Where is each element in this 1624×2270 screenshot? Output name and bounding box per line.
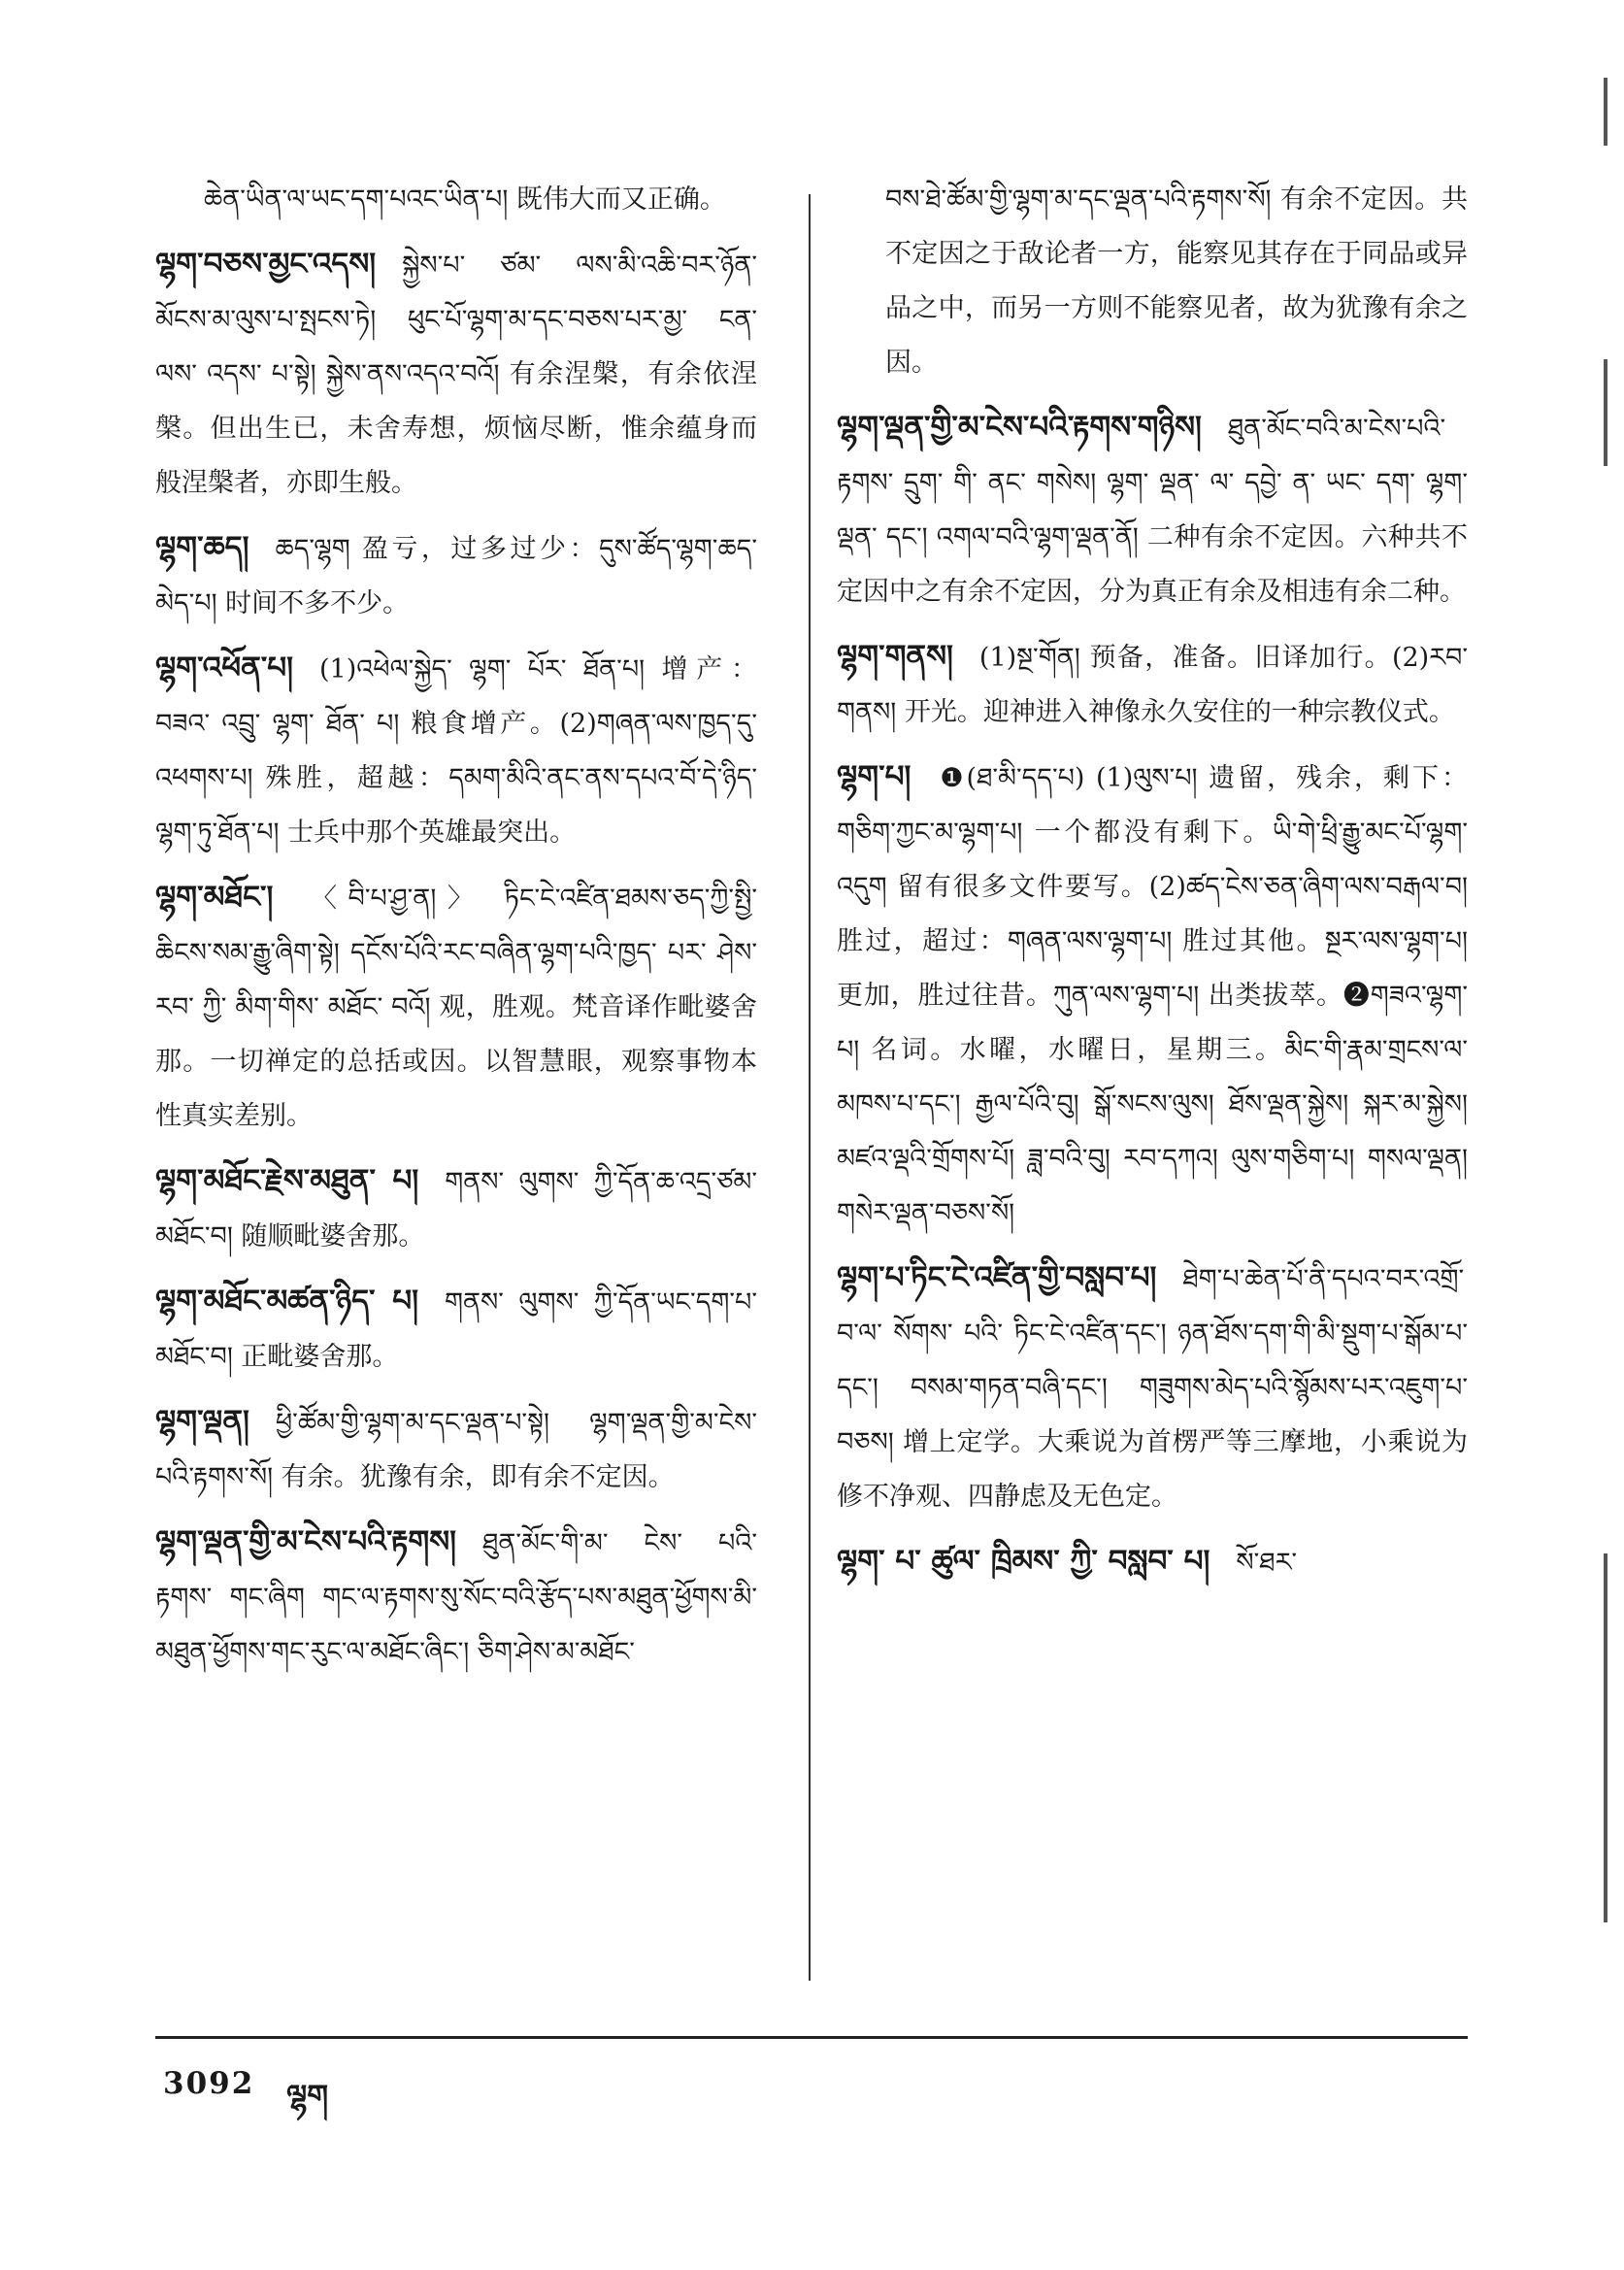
dictionary-entry xyxy=(155,870,757,1144)
entry-definition: ཆད་ལྷག 盈亏，过多过少：དུས་ཚོད་ལྷག་ཆད་མེད་པ། 时间不多不少。 xyxy=(155,534,757,618)
left-column xyxy=(155,173,757,1689)
entry-definition: སྐྱེས་པ་ ཙམ་ ལས་མི་འཆི་བར་ཉོན་མོངས་མ་ལུས་པ་སྤངས་ཏེ། ཕུང་པོ་ལྷག་མ་དང་བཅས་པར་མྱ་ ངན་ ལས་ འདས་ པ་སྟེ། སྐྱེས་ནས་འདའ་བའོ། 有余涅槃，有余依涅槃。但出生已，未舍寿想，烦恼尽断，惟余蕴身而般涅槃者，亦即生般。 xyxy=(155,250,757,498)
entry-headword: ལྷག་ལྡན། xyxy=(155,1404,249,1439)
dictionary-entry xyxy=(155,1153,757,1264)
dictionary-entry xyxy=(155,1394,757,1505)
entry-headword: ལྷག་མཐོང་མཚན་ཉིད་ པ། xyxy=(155,1284,419,1319)
entry-definition: ཕྱི་ཚོམ་གྱི་ལྷག་མ་དང་ལྡན་པ་སྟེ། ལྷག་ལྡན་གྱི་མ་ངེས་པའི་རྟགས་སོ། 有余。犹豫有余，即有余不定因。 xyxy=(155,1408,757,1492)
page-number: 3092 xyxy=(163,2066,255,2101)
entry-headword: ལྷག་མཐོང་། xyxy=(155,880,274,915)
entry-definition: བས་ཐེ་ཚོམ་གྱི་ལྷག་མ་དང་ལྡན་པའི་རྟགས་སོ། 有余不定因。共不定因之于敌论者一方，能察见其存在于同品或异品之中，而另一方则不能察见者，故为犹豫有余之因。 xyxy=(885,184,1468,378)
entry-headword: ལྷག་བཅས་མྱང་འདས། xyxy=(155,247,377,282)
entry-headword: ལྷག་ལྡན་གྱི་མ་ངེས་པའི་རྟགས། xyxy=(155,1524,457,1559)
dictionary-entry xyxy=(837,750,1468,1241)
dictionary-entry xyxy=(837,173,1468,390)
dictionary-entry xyxy=(155,237,757,511)
footer-rule xyxy=(155,2036,1468,2039)
entry-definition: ཐུན་མོང་གི་མ་ ངེས་ པའི་ རྟགས་ གང་ཞིག གང་ལ་རྟགས་སུ་སོང་བའི་རྩོད་པས་མཐུན་ཕྱོགས་མི་མཐུན་ཕྱོགས་གང་རུང་ལ་མཐོང་ཞིང་། ཅིག་ཤེས་མ་མཐོང་ xyxy=(155,1528,757,1667)
entry-headword: ལྷག་ལྡན་གྱི་མ་ངེས་པའི་རྟགས་གཉིས། xyxy=(837,410,1202,445)
running-head: ལྷག xyxy=(286,2079,329,2114)
entry-definition: སོ་ཐར་ xyxy=(1236,1548,1298,1578)
entry-definition: ❶(ཐ་མི་དད་པ) (1)ལུས་པ། 遗留，残余，剩下：གཅིག་ཀྱང་མ་ལྷག་པ། 一个都没有剩下。ཡི་གེ་ཕྲི་རྒྱུ་མང་པོ་ལྷག་འདུག 留有很多文件要写。(2)ཚད་ངེས་ཅན་ཞིག་ལས་བརྒལ་བ། 胜过，超过：གཞན་ལས་ལྷག་པ། 胜过其他。སྔར་ལས་ལྷག་པ། 更加，胜过往昔。ཀུན་ལས་ལྷག་པ། 出类拔萃。❷གཟའ་ལྷག་པ། 名词。水曜，水曜日，星期三。མིང་གི་རྣམ་གྲངས་ལ་མཁས་པ་དང་། རྒྱལ་པོའི་བུ། སྒོ་སངས་ལུས། ཐོས་ལྡན་སྐྱེས། སྐར་མ་སྐྱེས། མཛའ་ལྡའི་གྲོགས་པོ། ཟླ་བའི་བུ། རབ་དཀའ། ལུས་གཅིག་པ། གསལ་ལྡན། གསེར་ལྡན་བཅས་སོ། xyxy=(837,763,1468,1228)
dictionary-entry xyxy=(155,520,757,631)
dictionary-entry xyxy=(837,400,1468,619)
column-divider xyxy=(809,194,811,1981)
entry-definition: ཆེན་ཡིན་ལ་ཡང་དག་པའང་ཡིན་པ། 既伟大而又正确。 xyxy=(204,184,726,215)
entry-definition: (1)སྔ་གོན། 预备，准备。旧译加行。(2)རབ་གནས། 开光。迎神进入神像永久安住的一种宗教仪式。 xyxy=(837,643,1468,727)
entry-headword: ལྷག་མཐོང་རྗེས་མཐུན་ པ། xyxy=(155,1163,419,1198)
entry-headword: ལྷག་ཆད། xyxy=(155,530,249,565)
dictionary-entry xyxy=(837,1534,1468,1590)
dictionary-entry xyxy=(155,641,757,860)
right-column xyxy=(837,173,1468,1600)
entry-definition: ཐུན་མོང་བའི་མ་ངེས་པའི་རྟགས་ དྲུག་ གི་ ནང་ གསེས། ལྷག་ ལྡན་ ལ་ དབྱེ་ ན་ ཡང་ དག་ ལྷག་ ལྡན་ དང་། འགལ་བའི་ལྷག་ལྡན་ནོ། 二种有余不定因。六种共不定因中之有余不定因，分为真正有余及相违有余二种。 xyxy=(837,414,1468,607)
entry-definition: 〈བི་པ་ཤྱ་ན།〉 ཏིང་ངེ་འཛིན་ཐམས་ཅད་ཀྱི་སྤྱི་ཆིངས་སམ་རྒྱུ་ཞིག་སྟེ། དངོས་པོའི་རང་བཞིན་ལྷག་པའི་ཁྱད་ པར་ ཤེས་ རབ་ ཀྱི་ མིག་གིས་ མཐོང་ བའོ། 观，胜观。梵音译作毗婆舍那。一切禅定的总括或因。以智慧眼，观察事物本性真实差别。 xyxy=(155,884,757,1131)
entry-definition: གནས་ ལུགས་ ཀྱི་དོན་ཆ་འདྲ་ཙམ་མཐོང་བ། 随顺毗婆舍那。 xyxy=(155,1167,758,1252)
dictionary-entry xyxy=(155,173,757,227)
entry-headword: ལྷག་གནས། xyxy=(837,639,953,674)
entry-headword: ལྷག་པ། xyxy=(837,759,911,794)
dictionary-entry xyxy=(837,1251,1468,1524)
dictionary-entry xyxy=(837,629,1468,740)
scan-edge-mark xyxy=(1604,1553,1607,1922)
entry-definition: (1)འཕེལ་སྐྱེད་ ལྷག་ པོར་ ཐོན་པ། 增产：བཟའ་ འབྲུ་ ལྷག་ ཐོན་ པ། 粮食增产。(2)གཞན་ལས་ཁྱད་དུ་འཕགས་པ། 殊胜，超越：དམག་མིའི་ནང་ནས་དཔའ་བོ་དེ་ཉིད་ལྷག་ཏུ་ཐོན་པ། 士兵中那个英雄最突出。 xyxy=(155,654,757,848)
entry-headword: ལྷག་ པ་ ཚུལ་ ཁྲིམས་ ཀྱི་ བསླབ་ པ། xyxy=(837,1544,1210,1579)
scan-edge-mark xyxy=(1604,359,1607,466)
dictionary-entry xyxy=(155,1274,757,1385)
entry-definition: ཐེག་པ་ཆེན་པོ་ནི་དཔའ་བར་འགྲོ་བ་ལ་ སོགས་ པའི་ ཏིང་ངེ་འཛིན་དང་། ཉན་ཐོས་དག་གི་མི་སྡུག་པ་སྒོམ་པ་དང་། བསམ་གཏན་བཞི་དང་། གཟུགས་མེད་པའི་སྙོམས་པར་འཇུག་པ་བཅས། 增上定学。大乘说为首楞严等三摩地，小乘说为修不净观、四静虑及无色定。 xyxy=(837,1264,1468,1512)
scan-edge-mark xyxy=(1604,78,1607,146)
dictionary-entry xyxy=(155,1515,757,1680)
entry-headword: ལྷག་པ་ཏིང་ངེ་འཛིན་གྱི་བསླབ་པ། xyxy=(837,1260,1157,1295)
entry-headword: ལྷག་འཕོན་པ། xyxy=(155,651,294,685)
entry-definition: གནས་ ལུགས་ ཀྱི་དོན་ཡང་དག་པ་མཐོང་བ། 正毗婆舍那。 xyxy=(155,1287,757,1372)
